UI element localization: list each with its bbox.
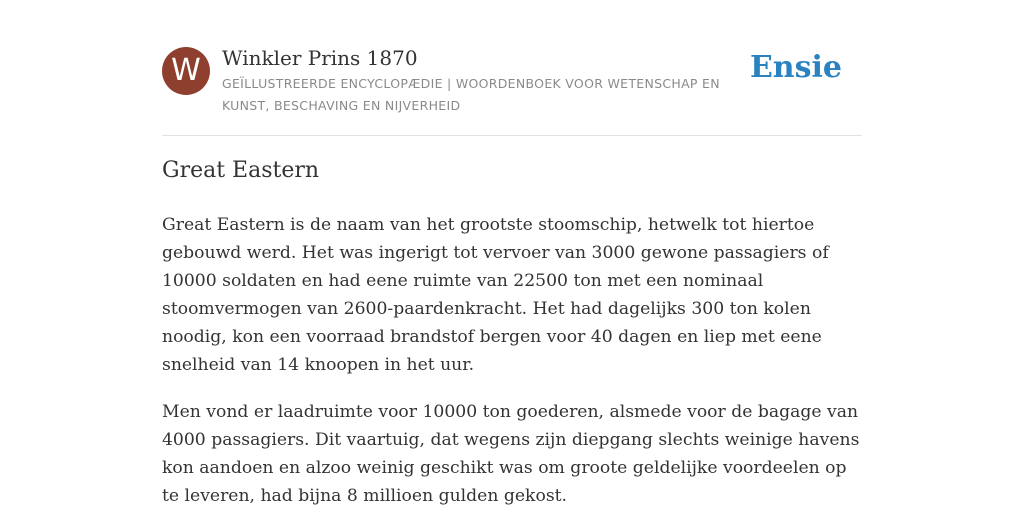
source-header — [162, 44, 862, 136]
header-divider — [162, 135, 862, 136]
article-paragraph: Great Eastern is de naam van het grootste stoomschip, hetwelk tot hiertoe gebouwd werd. Het was ingerigt tot vervoer van 3000 gewone passagiers of 10000 soldaten en had eene ruimte van 22500 ton met een nominaal stoomvermogen van 2600-paardenkracht. Het had dagelijks 300 ton kolen noodig, kon een voorraad brandstof bergen voor 40 dagen en liep met eene snelheid van 14 knoopen in het uur. — [162, 215, 829, 375]
ensie-logo[interactable]: Ensie — [749, 50, 842, 85]
source-subtitle: GEÏLLUSTREERDE ENCYCLOPÆDIE | WOORDENBOEK VOOR WETENSCHAP EN KUNST, BESCHAVING EN NIJVERHEID — [222, 76, 720, 113]
article-body — [162, 211, 867, 512]
source-avatar[interactable]: W — [162, 47, 210, 95]
article-title: Great Eastern — [162, 158, 320, 183]
source-title[interactable]: Winkler Prins 1870 — [222, 46, 418, 70]
article-paragraph: Men vond er laadruimte voor 10000 ton goederen, alsmede voor de bagage van 4000 passagiers. Dit vaartuig, dat wegens zijn diepgang slechts weinige havens kon aandoen en alzoo weinig geschikt was om groote geldelijke voordeelen op te leveren, had bijna 8 millioen gulden gekost. — [162, 402, 860, 506]
